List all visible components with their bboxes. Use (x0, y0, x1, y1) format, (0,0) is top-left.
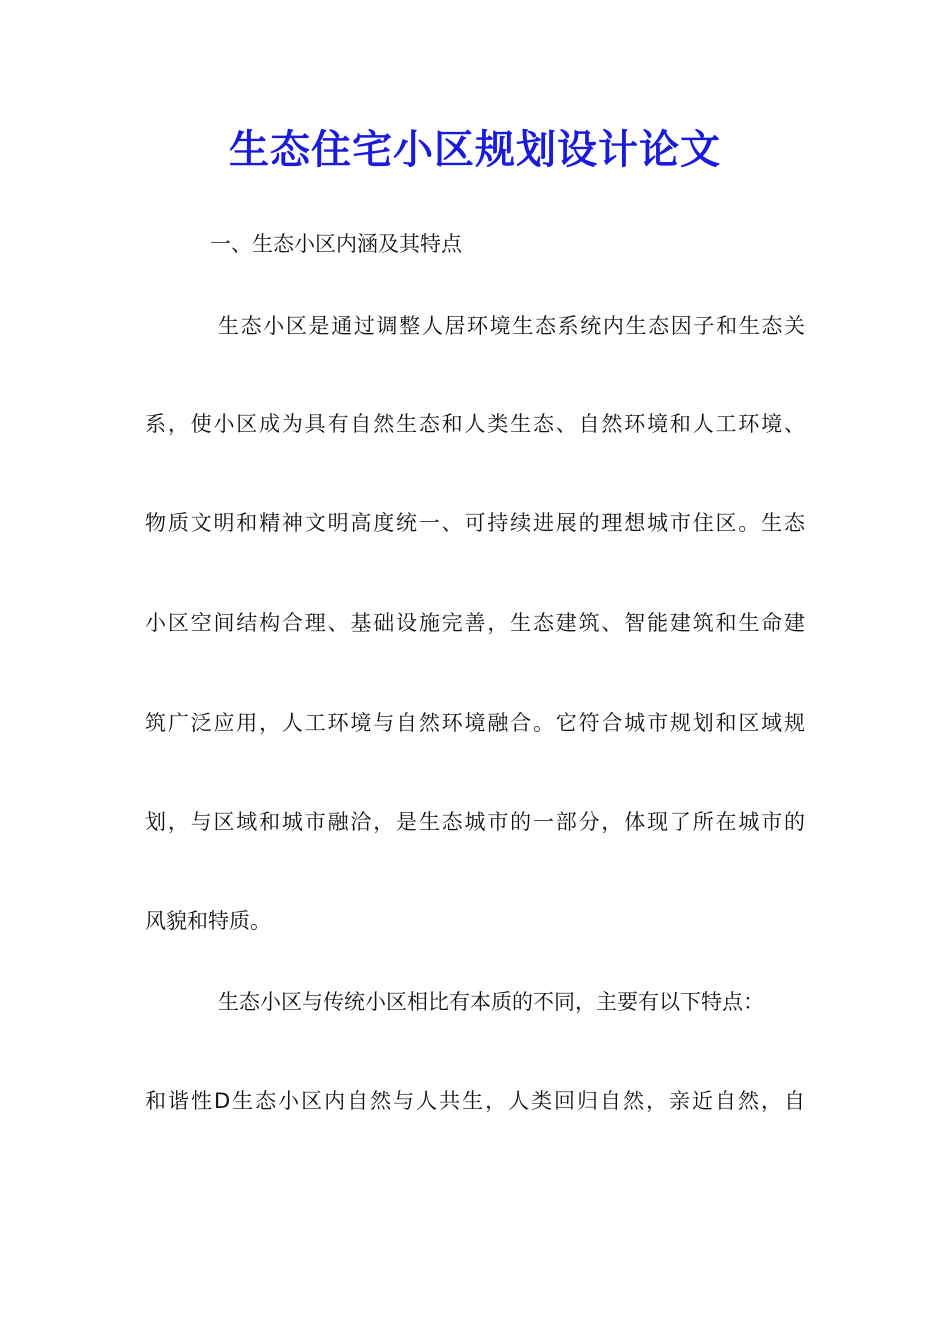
paragraph-line: 系，使小区成为具有自然生态和人类生态、自然环境和人工环境、 (145, 412, 805, 436)
paragraph-line: 生态小区与传统小区相比有本质的不同，主要有以下特点： (218, 990, 764, 1014)
paragraph-line: 筑广泛应用，人工环境与自然环境融合。它符合城市规划和区域规 (145, 711, 805, 735)
section-heading: 一、生态小区内涵及其特点 (210, 232, 462, 256)
paragraph-line: 小区空间结构合理、基础设施完善，生态建筑、智能建筑和生命建 (145, 611, 805, 635)
paragraph-line: 生态小区是通过调整人居环境生态系统内生态因子和生态关 (218, 314, 805, 338)
paragraph-line: 物质文明和精神文明高度统一、可持续进展的理想城市住区。生态 (145, 511, 805, 535)
paragraph-line: 风貌和特质。 (145, 909, 271, 933)
paragraph-line: 划，与区域和城市融洽，是生态城市的一部分，体现了所在城市的 (145, 810, 805, 834)
document-title: 生态住宅小区规划设计论文 (229, 126, 721, 173)
paragraph-line: 和谐性D生态小区内自然与人共生，人类回归自然，亲近自然，自 (145, 1089, 805, 1113)
